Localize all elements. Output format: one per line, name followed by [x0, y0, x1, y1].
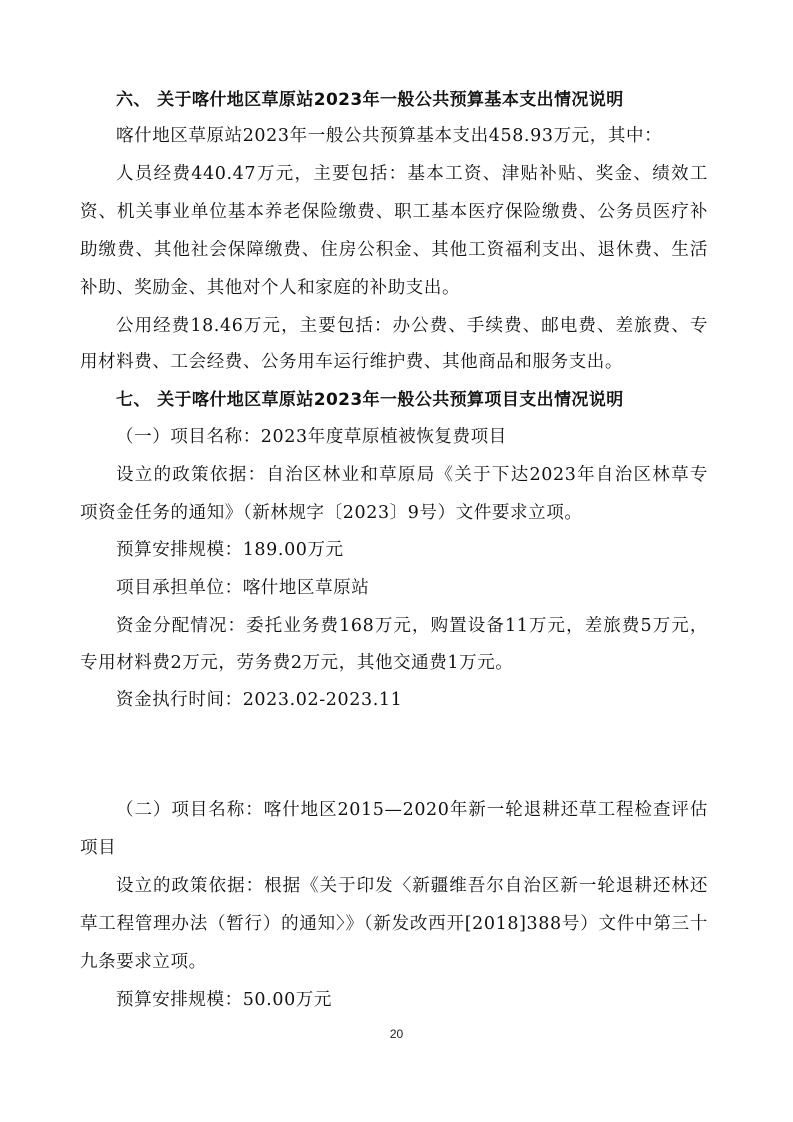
- personnel-paragraph-line: 人员经费440.47万元，主要包括：基本工资、津贴补贴、奖金、绩效工: [116, 164, 708, 184]
- project-1-period: 资金执行时间：2023.02-2023.11: [116, 690, 403, 710]
- project-2-policy-line: 设立的政策依据：根据《关于印发〈新疆维吾尔自治区新一轮退耕还林还: [116, 876, 708, 896]
- project-2-name-line: 项目: [80, 838, 117, 858]
- page-number: 20: [389, 1027, 404, 1041]
- public-expense-paragraph-line: 公用经费18.46万元，主要包括：办公费、手续费、邮电费、差旅费、专: [116, 316, 708, 336]
- section-7-heading: 七、 关于喀什地区草原站2023年一般公共预算项目支出情况说明: [116, 390, 624, 410]
- section-6-heading: 六、 关于喀什地区草原站2023年一般公共预算基本支出情况说明: [116, 90, 624, 110]
- personnel-paragraph-line: 资、机关事业单位基本养老保险缴费、职工基本医疗保险缴费、公务员医疗补: [80, 202, 708, 222]
- basic-expenditure-total: 喀什地区草原站2023年一般公共预算基本支出458.93万元，其中：: [116, 126, 663, 146]
- project-1-policy-line: 项资金任务的通知》（新林规字〔2023〕9号）文件要求立项。: [80, 503, 583, 523]
- project-2-budget: 预算安排规模：50.00万元: [116, 990, 332, 1010]
- personnel-paragraph-line: 助缴费、其他社会保障缴费、住房公积金、其他工资福利支出、退休费、生活: [80, 240, 708, 260]
- project-1-budget: 预算安排规模：189.00万元: [116, 540, 344, 560]
- personnel-paragraph-line: 补助、奖励金、其他对个人和家庭的补助支出。: [80, 278, 461, 298]
- project-2-name-line: （二）项目名称：喀什地区2015—2020年新一轮退耕还草工程检查评估: [116, 800, 708, 820]
- project-2-policy-line: 草工程管理办法（暂行）的通知〉》（新发改西开[2018]388号）文件中第三十: [80, 914, 708, 934]
- project-1-allocation-line: 专用材料费2万元，劳务费2万元，其他交通费1万元。: [80, 653, 514, 673]
- project-2-policy-line: 九条要求立项。: [80, 952, 207, 972]
- public-expense-paragraph-line: 用材料费、工会经费、公务用车运行维护费、其他商品和服务支出。: [80, 352, 623, 372]
- project-1-policy-line: 设立的政策依据：自治区林业和草原局《关于下达2023年自治区林草专: [116, 465, 708, 485]
- project-1-unit: 项目承担单位：喀什地区草原站: [116, 578, 370, 598]
- project-1-allocation-line: 资金分配情况：委托业务费168万元，购置设备11万元，差旅费5万元，: [116, 616, 708, 636]
- project-1-name: （一）项目名称：2023年度草原植被恢复费项目: [116, 427, 507, 447]
